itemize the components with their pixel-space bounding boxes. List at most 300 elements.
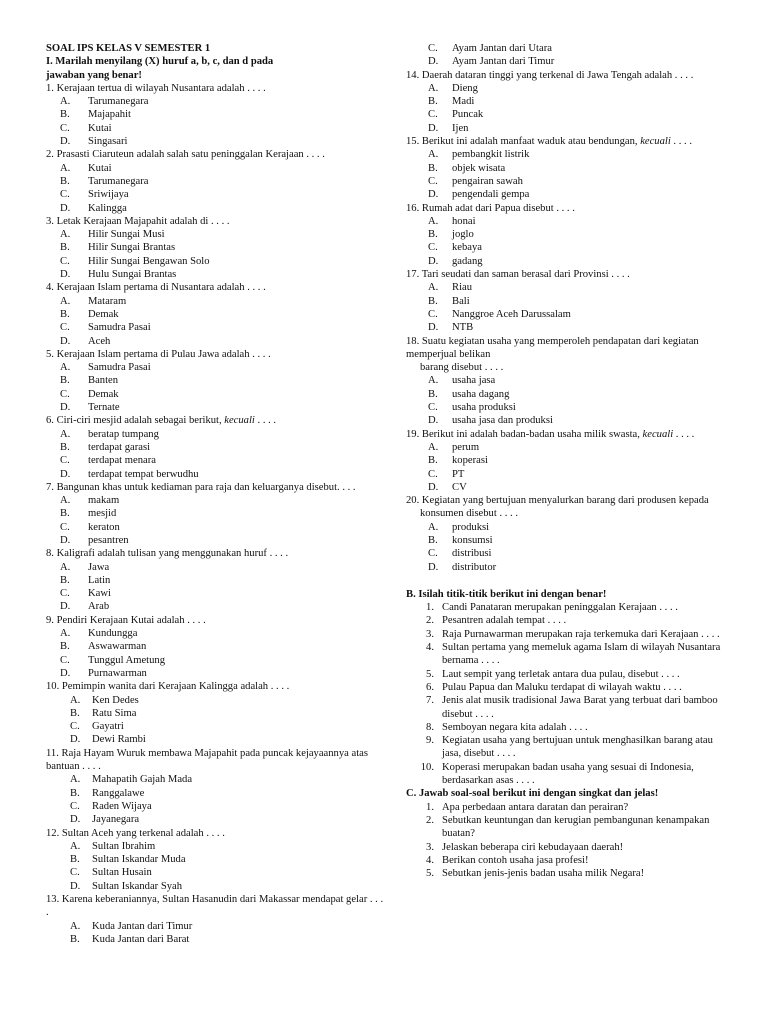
answer-option bbox=[46, 135, 386, 148]
option-letter: A. bbox=[428, 441, 439, 453]
answer-option bbox=[406, 55, 732, 68]
option-letter: C. bbox=[60, 455, 70, 467]
answer-option bbox=[46, 175, 386, 188]
option-letter: C. bbox=[428, 175, 438, 187]
option-text: Singasari bbox=[88, 136, 128, 148]
option-text: Ayam Jantan dari Timur bbox=[452, 56, 555, 68]
option-text: Demak bbox=[88, 388, 119, 400]
option-letter: D. bbox=[428, 56, 439, 68]
option-letter: C. bbox=[60, 122, 70, 134]
numbered-item bbox=[406, 854, 732, 867]
option-letter: A. bbox=[428, 521, 439, 533]
answer-option bbox=[46, 840, 386, 853]
question-text bbox=[406, 494, 732, 507]
option-letter: D. bbox=[60, 335, 71, 347]
answer-option bbox=[46, 95, 386, 108]
option-letter: B. bbox=[428, 162, 438, 174]
question-text bbox=[46, 148, 386, 161]
option-text: Hulu Sungai Brantas bbox=[88, 269, 177, 281]
answer-option bbox=[46, 640, 386, 653]
left-column bbox=[46, 42, 386, 946]
option-letter: A. bbox=[60, 362, 71, 374]
answer-option bbox=[46, 534, 386, 547]
answer-option bbox=[406, 414, 732, 427]
section-a-heading-line2: jawaban yang benar! bbox=[46, 69, 142, 81]
question-text bbox=[406, 268, 732, 281]
answer-option bbox=[46, 773, 386, 786]
question-suffix: . . . . bbox=[254, 415, 277, 427]
question-text bbox=[46, 614, 386, 627]
option-letter: D. bbox=[428, 481, 439, 493]
option-letter: B. bbox=[60, 641, 70, 653]
option-text: pesantren bbox=[88, 534, 129, 546]
answer-option bbox=[46, 295, 386, 308]
question-text bbox=[46, 82, 386, 95]
answer-option bbox=[46, 521, 386, 534]
option-text: Dewi Rambi bbox=[92, 734, 146, 746]
answer-option bbox=[406, 95, 732, 108]
question-keyword: kecuali bbox=[640, 136, 671, 148]
option-letter: D. bbox=[60, 136, 71, 148]
answer-option bbox=[46, 800, 386, 813]
option-text: gadang bbox=[452, 255, 483, 267]
option-letter: B. bbox=[60, 308, 70, 320]
item-text: Apa perbedaan antara daratan dan perairan? bbox=[442, 801, 629, 813]
option-text: Hilir Sungai Brantas bbox=[88, 242, 176, 254]
option-text: Dieng bbox=[452, 82, 478, 94]
answer-option bbox=[46, 733, 386, 746]
item-text: Pulau Papua dan Maluku terdapat di wilayah waktu . . . . bbox=[442, 681, 682, 693]
option-letter: D. bbox=[428, 122, 439, 134]
option-letter: C. bbox=[428, 548, 438, 560]
option-text: pembangkit listrik bbox=[452, 149, 530, 161]
answer-option bbox=[46, 667, 386, 680]
question-stem: 3. Letak Kerajaan Majapahit adalah di . . . . bbox=[46, 215, 230, 227]
option-text: Ternate bbox=[88, 402, 120, 414]
question-text bbox=[46, 680, 386, 693]
option-text: Kuda Jantan dari Timur bbox=[92, 920, 193, 932]
option-text: Kutai bbox=[88, 122, 112, 134]
option-letter: A. bbox=[70, 840, 81, 852]
option-letter: B. bbox=[428, 96, 438, 108]
option-letter: A. bbox=[428, 282, 439, 294]
answer-option bbox=[46, 720, 386, 733]
item-number: 4. bbox=[426, 854, 434, 866]
option-text: joglo bbox=[452, 229, 474, 241]
option-text: Tarumanegara bbox=[88, 96, 149, 108]
answer-option bbox=[46, 694, 386, 707]
answer-option bbox=[46, 308, 386, 321]
answer-option bbox=[406, 42, 732, 55]
question-text bbox=[406, 135, 732, 148]
option-text: Hilir Sungai Bengawan Solo bbox=[88, 255, 210, 267]
option-letter: B. bbox=[428, 295, 438, 307]
option-text: Banten bbox=[88, 375, 119, 387]
option-letter: B. bbox=[60, 375, 70, 387]
item-number: 4. bbox=[426, 642, 434, 654]
answer-option bbox=[46, 321, 386, 334]
option-letter: D. bbox=[60, 601, 71, 613]
answer-option bbox=[46, 494, 386, 507]
option-text: mesjid bbox=[88, 508, 117, 520]
option-text: kebaya bbox=[452, 242, 482, 254]
section-b-list bbox=[406, 601, 732, 787]
answer-option bbox=[46, 188, 386, 201]
option-letter: C. bbox=[60, 388, 70, 400]
option-text: Aswawarman bbox=[88, 641, 147, 653]
answer-option bbox=[46, 574, 386, 587]
answer-option bbox=[406, 468, 732, 481]
answer-option bbox=[46, 468, 386, 481]
answer-option bbox=[46, 600, 386, 613]
answer-option bbox=[46, 933, 386, 946]
option-letter: A. bbox=[428, 215, 439, 227]
option-text: PT bbox=[452, 468, 465, 480]
option-letter: B. bbox=[60, 242, 70, 254]
option-letter: C. bbox=[428, 43, 438, 54]
answer-option bbox=[406, 122, 732, 135]
option-text: Riau bbox=[452, 282, 473, 294]
item-text: Berikan contoh usaha jasa profesi! bbox=[442, 854, 589, 866]
option-letter: B. bbox=[428, 534, 438, 546]
question-stem: 12. Sultan Aceh yang terkenal adalah . . . . bbox=[46, 827, 225, 839]
option-letter: A. bbox=[60, 229, 71, 241]
option-letter: D. bbox=[428, 415, 439, 427]
option-text: Jayanegara bbox=[92, 814, 140, 826]
answer-option bbox=[46, 401, 386, 414]
option-letter: D. bbox=[60, 402, 71, 414]
option-text: Sultan Husain bbox=[92, 867, 152, 879]
option-letter: C. bbox=[428, 308, 438, 320]
answer-option bbox=[46, 561, 386, 574]
question-suffix: . . . . bbox=[670, 136, 692, 148]
question-list-left bbox=[46, 82, 386, 946]
option-text: terdapat menara bbox=[88, 455, 156, 467]
item-number: 2. bbox=[426, 814, 434, 826]
question-stem: 15. Berikut ini adalah manfaat waduk atau bendungan, bbox=[406, 136, 638, 148]
option-text: Hilir Sungai Musi bbox=[88, 229, 165, 241]
answer-option bbox=[46, 454, 386, 467]
answer-option bbox=[46, 787, 386, 800]
option-letter: A. bbox=[428, 375, 439, 387]
numbered-item bbox=[406, 694, 732, 721]
item-number: 7. bbox=[426, 695, 434, 707]
option-text: Ijen bbox=[452, 122, 469, 134]
option-text: usaha jasa bbox=[452, 375, 496, 387]
item-number: 5. bbox=[426, 868, 434, 880]
numbered-item bbox=[406, 867, 732, 880]
option-text: perum bbox=[452, 441, 480, 453]
section-b-heading: B. Isilah titik-titik berikut ini dengan benar! bbox=[406, 588, 607, 600]
question-list-right bbox=[406, 42, 732, 574]
answer-option bbox=[46, 507, 386, 520]
item-text: Kegiatan usaha yang bertujuan untuk menghasilkan barang atau jasa, disebut . . . . bbox=[442, 735, 713, 760]
option-text: Puncak bbox=[452, 109, 484, 121]
option-text: Arab bbox=[88, 601, 110, 613]
answer-option bbox=[46, 268, 386, 281]
numbered-item bbox=[406, 614, 732, 627]
answer-option bbox=[406, 215, 732, 228]
option-text: Gayatri bbox=[92, 721, 124, 733]
answer-option bbox=[46, 441, 386, 454]
option-letter: B. bbox=[428, 455, 438, 467]
option-letter: C. bbox=[60, 322, 70, 334]
option-text: terdapat garasi bbox=[88, 441, 151, 453]
option-text: Ken Dedes bbox=[92, 694, 139, 706]
option-letter: A. bbox=[70, 694, 81, 706]
option-text: Kutai bbox=[88, 162, 112, 174]
answer-option bbox=[406, 188, 732, 201]
item-number: 8. bbox=[426, 721, 434, 733]
question-text bbox=[46, 827, 386, 840]
answer-option bbox=[46, 853, 386, 866]
option-letter: A. bbox=[60, 162, 71, 174]
answer-option bbox=[46, 374, 386, 387]
answer-option bbox=[406, 308, 732, 321]
option-letter: A. bbox=[60, 561, 71, 573]
question-stem: 9. Pendiri Kerajaan Kutai adalah . . . . bbox=[46, 614, 206, 626]
numbered-item bbox=[406, 734, 732, 761]
numbered-item bbox=[406, 668, 732, 681]
answer-option bbox=[406, 281, 732, 294]
option-text: Samudra Pasai bbox=[88, 322, 151, 334]
option-letter: A. bbox=[60, 96, 71, 108]
option-text: NTB bbox=[452, 322, 474, 334]
option-text: Sriwijaya bbox=[88, 189, 129, 201]
question-text bbox=[406, 428, 732, 441]
option-text: distributor bbox=[452, 561, 497, 573]
item-number: 3. bbox=[426, 841, 434, 853]
option-letter: C. bbox=[60, 189, 70, 201]
answer-option bbox=[406, 295, 732, 308]
answer-option bbox=[406, 401, 732, 414]
item-text: Koperasi merupakan badan usaha yang sesuai di Indonesia, berdasarkan asas . . . . bbox=[442, 761, 694, 787]
answer-option bbox=[46, 920, 386, 933]
answer-option bbox=[406, 441, 732, 454]
item-text: Semboyan negara kita adalah . . . . bbox=[442, 721, 588, 733]
answer-option bbox=[46, 654, 386, 667]
numbered-item bbox=[406, 641, 732, 668]
question-text bbox=[406, 69, 732, 82]
answer-option bbox=[406, 148, 732, 161]
right-column bbox=[406, 42, 732, 880]
question-stem: 5. Kerajaan Islam pertama di Pulau Jawa adalah . . . . bbox=[46, 348, 271, 360]
option-text: usaha produksi bbox=[452, 402, 516, 414]
numbered-item bbox=[406, 841, 732, 854]
option-text: Aceh bbox=[88, 335, 111, 347]
option-letter: B. bbox=[60, 441, 70, 453]
option-text: keraton bbox=[88, 521, 120, 533]
option-letter: D. bbox=[70, 734, 81, 746]
option-text: beratap tumpang bbox=[88, 428, 159, 440]
answer-option bbox=[406, 321, 732, 334]
option-text: Bali bbox=[452, 295, 470, 307]
option-letter: B. bbox=[428, 229, 438, 241]
option-letter: D. bbox=[60, 202, 71, 214]
option-text: Kawi bbox=[88, 588, 111, 600]
option-letter: D. bbox=[70, 880, 81, 892]
question-stem: 1. Kerajaan tertua di wilayah Nusantara adalah . . . . bbox=[46, 82, 266, 94]
option-text: pengairan sawah bbox=[452, 175, 523, 187]
answer-option bbox=[406, 454, 732, 467]
numbered-item bbox=[406, 601, 732, 614]
option-text: honai bbox=[452, 215, 476, 227]
option-text: distribusi bbox=[452, 548, 492, 560]
question-text bbox=[46, 348, 386, 361]
option-letter: D. bbox=[428, 189, 439, 201]
answer-option bbox=[46, 388, 386, 401]
option-text: Tarumanegara bbox=[88, 175, 149, 187]
option-text: Latin bbox=[88, 574, 111, 586]
option-text: Majapahit bbox=[88, 109, 131, 121]
option-text: Kundungga bbox=[88, 628, 138, 640]
option-letter: A. bbox=[60, 495, 71, 507]
option-letter: C. bbox=[428, 109, 438, 121]
question-suffix: . . . . bbox=[673, 428, 695, 440]
answer-option bbox=[46, 707, 386, 720]
option-letter: A. bbox=[70, 920, 81, 932]
answer-option bbox=[46, 255, 386, 268]
question-text bbox=[46, 281, 386, 294]
option-letter: A. bbox=[60, 295, 71, 307]
option-text: Sultan Iskandar Muda bbox=[92, 854, 186, 866]
option-letter: C. bbox=[428, 468, 438, 480]
question-stem: 7. Bangunan khas untuk kediaman para raja dan keluarganya disebut. . . . bbox=[46, 481, 356, 493]
item-text: Jelaskan beberapa ciri kebudayaan daerah! bbox=[442, 841, 624, 853]
option-text: Sultan Iskandar Syah bbox=[92, 880, 183, 892]
question-stem: 2. Prasasti Ciaruteun adalah salah satu peninggalan Kerajaan . . . . bbox=[46, 149, 325, 161]
numbered-item bbox=[406, 814, 732, 841]
item-number: 5. bbox=[426, 668, 434, 680]
option-letter: A. bbox=[428, 149, 439, 161]
answer-option bbox=[406, 374, 732, 387]
item-number: 1. bbox=[426, 602, 434, 614]
option-text: Kalingga bbox=[88, 202, 127, 214]
option-text: Ranggalawe bbox=[92, 787, 145, 799]
option-letter: C. bbox=[70, 867, 80, 879]
option-letter: C. bbox=[428, 242, 438, 254]
option-letter: B. bbox=[70, 707, 80, 719]
answer-option bbox=[406, 82, 732, 95]
option-letter: A. bbox=[60, 428, 71, 440]
numbered-item bbox=[406, 761, 732, 788]
option-text: konsumsi bbox=[452, 534, 493, 546]
item-text: Raja Purnawarman merupakan raja terkemuka dari Kerajaan . . . . bbox=[442, 628, 720, 640]
option-letter: B. bbox=[60, 109, 70, 121]
answer-option bbox=[46, 228, 386, 241]
option-text: usaha dagang bbox=[452, 388, 510, 400]
item-text: Laut sempit yang terletak antara dua pulau, disebut . . . . bbox=[442, 668, 680, 680]
answer-option bbox=[46, 108, 386, 121]
answer-option bbox=[46, 813, 386, 826]
option-text: Madi bbox=[452, 96, 475, 108]
question-keyword: kecuali bbox=[224, 415, 255, 427]
option-letter: D. bbox=[60, 667, 71, 679]
answer-option bbox=[406, 561, 732, 574]
option-letter: B. bbox=[60, 508, 70, 520]
answer-option bbox=[46, 241, 386, 254]
question-keyword: kecuali bbox=[642, 428, 674, 440]
answer-option bbox=[406, 547, 732, 560]
option-letter: B. bbox=[428, 388, 438, 400]
question-text: 13. Karena keberaniannya, Sultan Hasanudin dari Makassar mendapat gelar . . . . bbox=[46, 894, 384, 919]
question-stem: 11. Raja Hayam Wuruk membawa Majapahit pada puncak kejayaannya atas bantuan . . . . bbox=[46, 747, 368, 773]
item-text: Sebutkan jenis-jenis badan usaha milik Negara! bbox=[442, 868, 645, 880]
option-letter: D. bbox=[428, 322, 439, 334]
question-text bbox=[46, 215, 386, 228]
section-c-heading: C. Jawab soal-soal berikut ini dengan singkat dan jelas! bbox=[406, 788, 659, 800]
item-text: Pesantren adalah tempat . . . . bbox=[442, 615, 567, 627]
option-letter: D. bbox=[70, 814, 81, 826]
question-stem: 6. Ciri-ciri mesjid adalah sebagai berikut, bbox=[46, 415, 222, 427]
question-text bbox=[46, 547, 386, 560]
question-text bbox=[406, 202, 732, 215]
answer-option bbox=[46, 627, 386, 640]
question-stem: 19. Berikut ini adalah badan-badan usaha milik swasta, bbox=[406, 428, 640, 440]
option-letter: C. bbox=[60, 255, 70, 267]
answer-option bbox=[46, 335, 386, 348]
question-text-continued: barang disebut . . . . bbox=[420, 362, 504, 374]
option-text: CV bbox=[452, 481, 467, 493]
answer-option bbox=[46, 361, 386, 374]
option-letter: C. bbox=[60, 654, 70, 666]
numbered-item bbox=[406, 801, 732, 814]
question-text bbox=[406, 335, 732, 362]
option-letter: D. bbox=[60, 269, 71, 281]
item-text: Sultan pertama yang memeluk agama Islam di wilayah Nusantara bernama . . . . bbox=[442, 642, 721, 667]
item-number: 9. bbox=[426, 735, 434, 747]
option-text: makam bbox=[88, 495, 120, 507]
option-letter: A. bbox=[428, 82, 439, 94]
question-stem: 14. Daerah dataran tinggi yang terkenal di Jawa Tengah adalah . . . . bbox=[406, 69, 694, 81]
item-number: 6. bbox=[426, 681, 434, 693]
option-text: Samudra Pasai bbox=[88, 362, 151, 374]
numbered-item bbox=[406, 628, 732, 641]
option-letter: D. bbox=[428, 255, 439, 267]
answer-option bbox=[46, 866, 386, 879]
option-text: Sultan Ibrahim bbox=[92, 840, 156, 852]
answer-option bbox=[46, 880, 386, 893]
option-letter: C. bbox=[428, 402, 438, 414]
question-stem: 20. Kegiatan yang bertujuan menyalurkan barang dari produsen kepada bbox=[406, 495, 709, 507]
option-text: Purnawarman bbox=[88, 667, 147, 679]
option-text: objek wisata bbox=[452, 162, 506, 174]
option-text: koperasi bbox=[452, 455, 488, 467]
answer-option bbox=[406, 175, 732, 188]
option-letter: D. bbox=[428, 561, 439, 573]
option-text: Jawa bbox=[88, 561, 110, 573]
option-text: Mataram bbox=[88, 295, 127, 307]
item-number: 2. bbox=[426, 615, 434, 627]
section-a-heading-line1: I. Marilah menyilang (X) huruf a, b, c, dan d pada bbox=[46, 56, 274, 68]
question-stem: 18. Suatu kegiatan usaha yang memperoleh pendapatan dari kegiatan memperjual belikan bbox=[406, 335, 699, 360]
option-letter: B. bbox=[70, 933, 80, 945]
answer-option bbox=[406, 481, 732, 494]
numbered-item bbox=[406, 721, 732, 734]
option-text: Tunggul Ametung bbox=[88, 654, 166, 666]
section-c-list bbox=[406, 801, 732, 881]
answer-option bbox=[406, 521, 732, 534]
page-title: SOAL IPS KELAS V SEMESTER 1 bbox=[46, 43, 211, 54]
option-text: produksi bbox=[452, 521, 490, 533]
option-letter: B. bbox=[70, 854, 80, 866]
option-text: Ratu Sima bbox=[92, 707, 137, 719]
answer-option bbox=[406, 388, 732, 401]
answer-option bbox=[46, 122, 386, 135]
answer-option bbox=[406, 534, 732, 547]
option-letter: C. bbox=[70, 800, 80, 812]
question-stem: 10. Pemimpin wanita dari Kerajaan Kalingga adalah . . . . bbox=[46, 681, 290, 693]
